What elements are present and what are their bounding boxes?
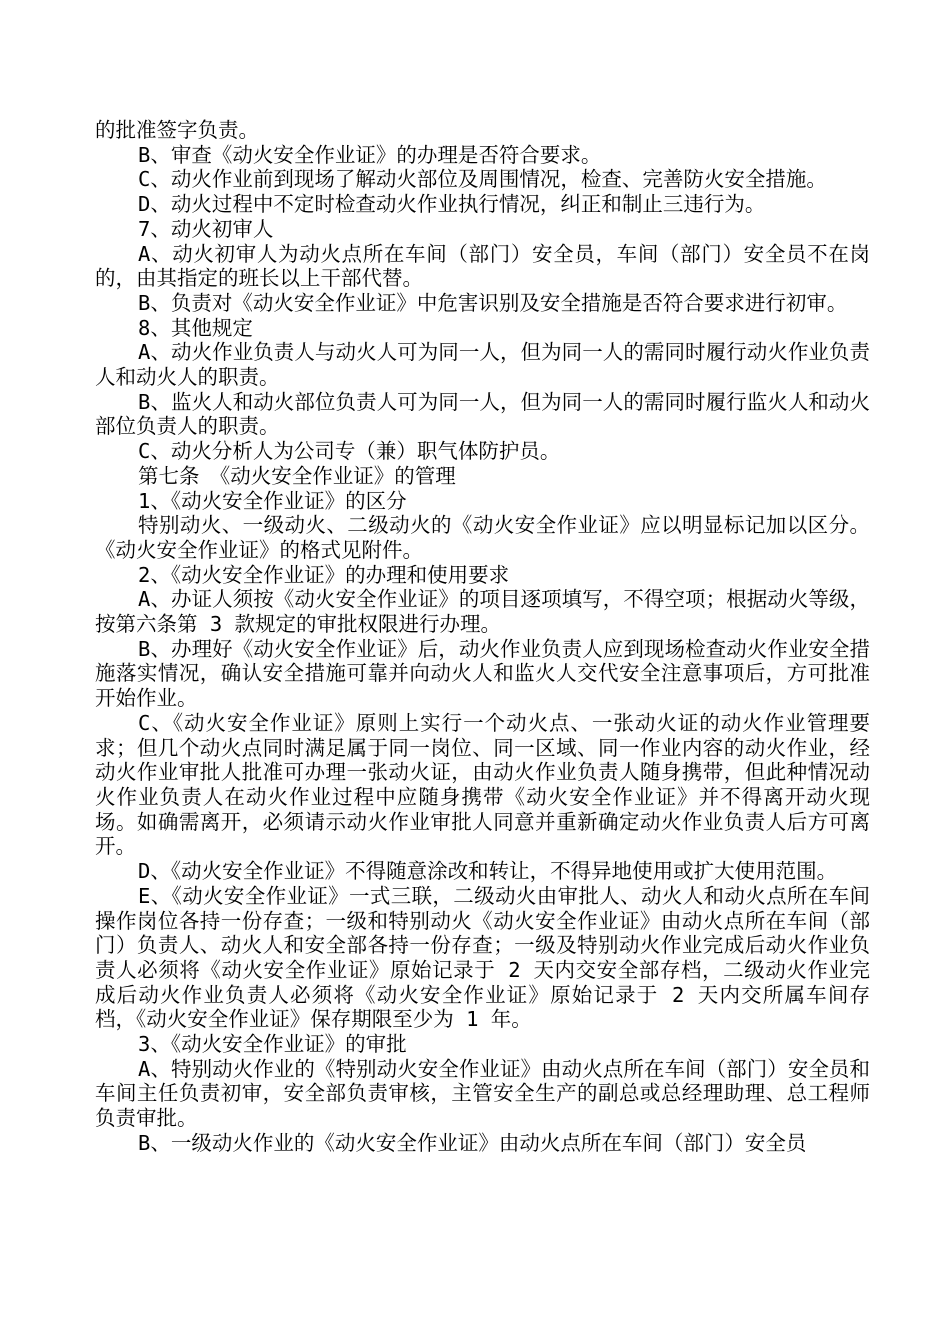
paragraph: A、办证人须按《动火安全作业证》的项目逐项填写，不得空项；根据动火等级，按第六条第 3 款规定的审批权限进行办理。 [95, 587, 870, 637]
paragraph: B、审查《动火安全作业证》的办理是否符合要求。 [138, 142, 602, 167]
section-heading: 3、《动火安全作业证》的审批 [138, 1032, 407, 1057]
paragraph: E、《动火安全作业证》一式三联，二级动火由审批人、动火人和动火点所在车间操作岗位各持一份存查；一级和特别动火《动火安全作业证》由动火点所在车间（部门）负责人、动火人和安全部各持一份存查；一级及特别动火作业完成后动火作业负责人必须将《动火安全作业证》原始记录于 2 天内交安全部存档，二级动火作业完成后动火作业负责人必须将《动火安全作业证》原始记录于 2 天内交所属车间存档，《动火安全作业证》保存期限至少为 1 年。 [95, 883, 870, 1032]
paragraph: A、动火作业负责人与动火人可为同一人，但为同一人的需同时履行动火作业负责人和动火人的职责。 [95, 340, 870, 390]
section-heading: 7、动火初审人 [138, 216, 274, 241]
paragraph: A、动火初审人为动火点所在车间（部门）安全员，车间（部门）安全员不在岗的，由其指定的班长以上干部代替。 [95, 241, 870, 291]
paragraph: A、特别动火作业的《特别动火安全作业证》由动火点所在车间（部门）安全员和车间主任负责初审，安全部负责审核，主管安全生产的副总或总经理助理、总工程师负责审批。 [95, 1056, 870, 1131]
paragraph: C、动火分析人为公司专（兼）职气体防护员。 [138, 439, 561, 464]
paragraph: D、动火过程中不定时检查动火作业执行情况，纠正和制止三违行为。 [138, 192, 766, 217]
paragraph: B、监火人和动火部位负责人可为同一人，但为同一人的需同时履行监火人和动火部位负责人的职责。 [95, 389, 870, 439]
paragraph: B、办理好《动火安全作业证》后，动火作业负责人应到现场检查动火作业安全措施落实情况，确认安全措施可靠并向动火人和监火人交代安全注意事项后，方可批准开始作业。 [95, 636, 870, 711]
section-heading: 1、《动火安全作业证》的区分 [138, 488, 407, 513]
section-heading: 8、其他规定 [138, 315, 253, 340]
paragraph: C、《动火安全作业证》原则上实行一个动火点、一张动火证的动火作业管理要求；但几个动火点同时满足属于同一岗位、同一区域、同一作业内容的动火作业，经动火作业审批人批准可办理一张动火证，由动火作业负责人随身携带，但此种情况动火作业负责人在动火作业过程中应随身携带《动火安全作业证》并不得离开动火现场。如确需离开，必须请示动火作业审批人同意并重新确定动火作业负责人后方可离开。 [95, 710, 870, 859]
section-heading: 2、《动火安全作业证》的办理和使用要求 [138, 562, 510, 587]
paragraph: B、一级动火作业的《动火安全作业证》由动火点所在车间（部门）安全员 [138, 1130, 807, 1155]
paragraph: C、动火作业前到现场了解动火部位及周围情况，检查、完善防火安全措施。 [138, 167, 827, 192]
document-body [95, 118, 870, 1156]
paragraph: 特别动火、一级动火、二级动火的《动火安全作业证》应以明显标记加以区分。《动火安全作业证》的格式见附件。 [95, 513, 870, 562]
paragraph: B、负责对《动火安全作业证》中危害识别及安全措施是否符合要求进行初审。 [138, 290, 848, 315]
paragraph: 的批准签字负责。 [95, 118, 259, 142]
article-heading: 第七条 《动火安全作业证》的管理 [138, 463, 456, 488]
paragraph: D、《动火安全作业证》不得随意涂改和转让，不得异地使用或扩大使用范围。 [138, 859, 838, 884]
